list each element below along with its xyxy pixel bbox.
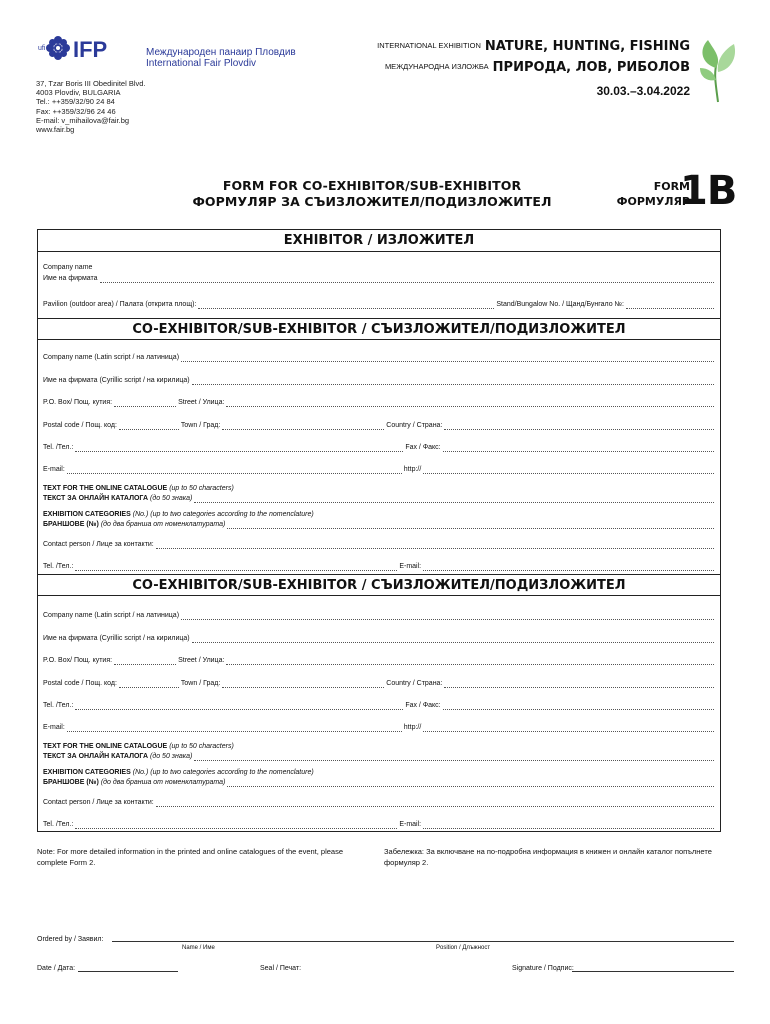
ifp-logo: [36, 34, 146, 64]
catalogue-bg-field[interactable]: ТЕКСТ ЗА ОНЛАЙН КАТАЛОГА (до 50 знака): [43, 492, 716, 503]
form-code: 1B: [680, 168, 737, 214]
categories-en-label: EXHIBITION CATEGORIES (No.) (up to two categories according to the nomenclature): [43, 511, 314, 518]
coexhibitor-heading-1: CO-EXHIBITOR/SUB-EXHIBITOR / СЪИЗЛОЖИТЕЛ/ПОДИЗЛОЖИТЕЛ: [38, 318, 720, 340]
contact-person-field[interactable]: Contact person / Лице за контакти:: [43, 538, 716, 549]
catalogue-bg-field[interactable]: ТЕКСТ ЗА ОНЛАЙН КАТАЛОГА (до 50 знака): [43, 750, 716, 761]
tel-fax-field[interactable]: Tel. /Тел.: Fax / Факс:: [43, 441, 716, 452]
categories-bg-field[interactable]: БРАНШОВЕ (№) (до два бранша от номенклатурата): [43, 776, 716, 787]
fair-name-en: International Fair Plovdiv: [146, 58, 257, 69]
exhibitor-heading: EXHIBITOR / ИЗЛОЖИТЕЛ: [38, 230, 720, 252]
address-line: 4003 Plovdiv, BULGARIA: [36, 88, 121, 98]
contact-tel-email-field[interactable]: Tel. /Тел.: E-mail:: [43, 560, 716, 571]
tel-fax-field[interactable]: Tel. /Тел.: Fax / Факс:: [43, 699, 716, 710]
email-http-field[interactable]: E-mail: http://: [43, 463, 716, 474]
po-box-street-field[interactable]: P.O. Box/ Пощ. кутия: Street / Улица:: [43, 654, 716, 665]
exhibitor-company-name-label: Company name: [43, 264, 93, 271]
form-label-en: FORM: [653, 180, 690, 193]
company-latin-field[interactable]: Company name (Latin script / на латиница): [43, 609, 716, 620]
company-cyrillic-field[interactable]: Име на фирмата (Cyrillic script / на кирилица): [43, 632, 716, 643]
address-line: E-mail: v_mihailova@fair.bg: [36, 115, 130, 125]
exhibitor-company-name-field[interactable]: Име на фирмата: [43, 272, 716, 283]
svg-text:ufi: ufi: [38, 45, 46, 52]
postal-town-country-field[interactable]: Postal code / Пощ. код: Town / Град: Country / Страна:: [43, 419, 716, 430]
exhibition-title-bg: МЕЖДУНАРОДНА ИЗЛОЖБА ПРИРОДА, ЛОВ, РИБОЛОВ: [384, 60, 690, 75]
company-latin-field[interactable]: Company name (Latin script / на латиница): [43, 351, 716, 362]
signature-label: Signature / Подпис:: [512, 965, 574, 972]
exhibition-title-en: INTERNATIONAL EXHIBITION NATURE, HUNTING, FISHING: [377, 39, 690, 54]
form-label-bg: ФОРМУЛЯР: [616, 195, 690, 208]
categories-en-label: EXHIBITION CATEGORIES (No.) (up to two categories according to the nomenclature): [43, 769, 314, 776]
email-http-field[interactable]: E-mail: http://: [43, 721, 716, 732]
address-line: 37, Tzar Boris III Obedinitel Blvd.: [36, 79, 146, 88]
form-title-bg: ФОРМУЛЯР ЗА СЪИЗЛОЖИТЕЛ/ПОДИЗЛОЖИТЕЛ: [192, 194, 552, 209]
contact-tel-email-field[interactable]: Tel. /Тел.: E-mail:: [43, 818, 716, 829]
signature-line[interactable]: [572, 971, 734, 972]
company-cyrillic-field[interactable]: Име на фирмата (Cyrillic script / на кирилица): [43, 374, 716, 385]
contact-person-field[interactable]: Contact person / Лице за контакти:: [43, 796, 716, 807]
catalogue-en-label: TEXT FOR THE ONLINE CATALOGUE (up to 50 characters): [43, 485, 234, 492]
form-label: [617, 179, 690, 209]
date-line[interactable]: [78, 971, 178, 972]
address-block: [36, 79, 146, 134]
ordered-by-line[interactable]: [112, 941, 734, 942]
note-en: Note: For more detailed information in the printed and online catalogues of the event, please complete Form 2.: [37, 847, 344, 867]
note-bg: Забележка: За включване на по-подробна информация в книжен и онлайн каталог попълнете формуляр 2.: [384, 847, 712, 867]
po-box-street-field[interactable]: P.O. Box/ Пощ. кутия: Street / Улица:: [43, 396, 716, 407]
svg-text:IFP: IFP: [73, 37, 108, 62]
ordered-by-label: Ordered by / Заявил:: [37, 936, 104, 943]
date-label: Date / Дата:: [37, 965, 76, 972]
position-caption: Position / Длъжност: [436, 945, 491, 951]
catalogue-en-label: TEXT FOR THE ONLINE CATALOGUE (up to 50 characters): [43, 743, 234, 750]
form-box: [37, 229, 721, 832]
seal-label: Seal / Печат:: [260, 965, 302, 972]
flower-icon: [46, 36, 70, 60]
postal-town-country-field[interactable]: Postal code / Пощ. код: Town / Град: Country / Страна:: [43, 677, 716, 688]
address-line: www.fair.bg: [36, 125, 75, 135]
address-line: Tel.: ++359/32/90 24 84: [36, 97, 115, 107]
coexhibitor-heading-2: CO-EXHIBITOR/SUB-EXHIBITOR / СЪИЗЛОЖИТЕЛ/ПОДИЗЛОЖИТЕЛ: [38, 574, 720, 596]
form-title-en: FORM FOR CO-EXHIBITOR/SUB-EXHIBITOR: [222, 178, 522, 193]
leaf-icon: [694, 36, 740, 104]
address-line: Fax: ++359/32/96 24 46: [36, 106, 116, 116]
fair-name-bg: Международен панаир Пловдив: [146, 47, 296, 58]
exhibition-dates: 30.03.–3.04.2022: [596, 84, 690, 98]
categories-bg-field[interactable]: БРАНШОВЕ (№) (до два бранша от номенклатурата): [43, 518, 716, 529]
exhibitor-pavilion-stand-field[interactable]: Pavilion (outdoor area) / Палата (открита площ): Stand/Bungalow No. / Щанд/Бунгало №:: [43, 298, 716, 309]
name-caption: Name / Име: [182, 945, 215, 951]
